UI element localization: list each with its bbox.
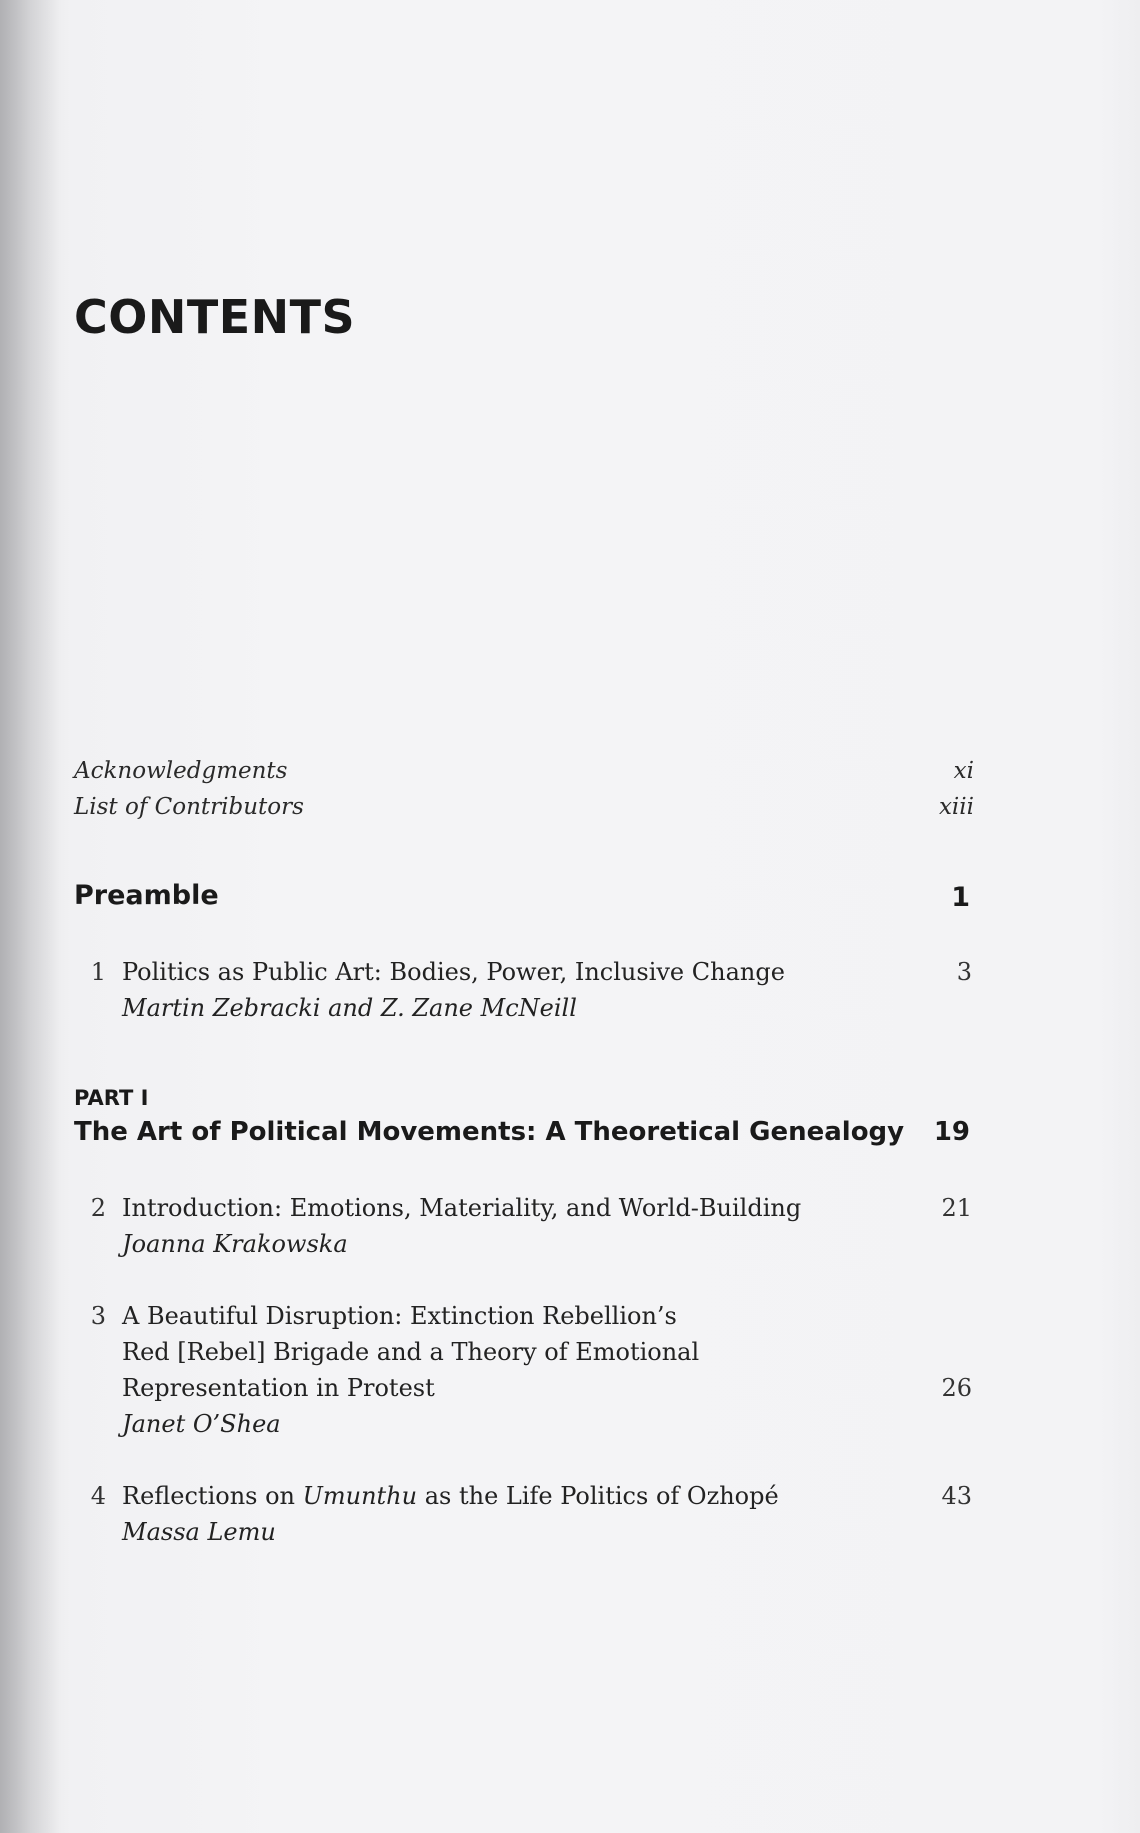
chapter-title-emphasis: Umunthu bbox=[302, 1482, 418, 1510]
chapter-page: 43 bbox=[941, 1482, 972, 1510]
toc-entry-acknowledgments[interactable]: Acknowledgments bbox=[74, 758, 288, 784]
chapter-page: 26 bbox=[941, 1374, 972, 1402]
chapter-title-part: as the Life Politics of Ozhopé bbox=[417, 1482, 779, 1510]
chapter-number: 1 bbox=[90, 958, 106, 986]
chapter-title[interactable] bbox=[122, 1482, 779, 1510]
part-label: PART I bbox=[74, 1086, 149, 1110]
chapter-number: 2 bbox=[90, 1194, 106, 1222]
toc-page-contributors: xiii bbox=[938, 794, 974, 820]
chapter-page: 3 bbox=[956, 958, 972, 986]
section-page-preamble: 1 bbox=[951, 882, 970, 913]
part-title[interactable]: The Art of Political Movements: A Theoretical Genealogy bbox=[74, 1117, 905, 1147]
section-title-preamble[interactable]: Preamble bbox=[74, 880, 219, 911]
chapter-title-line[interactable]: A Beautiful Disruption: Extinction Rebellion’s bbox=[122, 1302, 677, 1330]
page-title: CONTENTS bbox=[74, 290, 356, 344]
chapter-author: Martin Zebracki and Z. Zane McNeill bbox=[122, 994, 577, 1022]
page-gutter-shadow bbox=[0, 0, 60, 1833]
chapter-title-line[interactable]: Representation in Protest bbox=[122, 1374, 435, 1402]
chapter-author: Massa Lemu bbox=[122, 1518, 276, 1546]
chapter-title[interactable]: Politics as Public Art: Bodies, Power, Inclusive Change bbox=[122, 958, 785, 986]
chapter-author: Janet O’Shea bbox=[122, 1410, 281, 1438]
chapter-title[interactable]: Introduction: Emotions, Materiality, and World-Building bbox=[122, 1194, 802, 1222]
chapter-number: 4 bbox=[90, 1482, 106, 1510]
chapter-title-line[interactable]: Red [Rebel] Brigade and a Theory of Emotional bbox=[122, 1338, 700, 1366]
chapter-number: 3 bbox=[90, 1302, 106, 1330]
chapter-author: Joanna Krakowska bbox=[122, 1230, 348, 1258]
part-page: 19 bbox=[933, 1117, 970, 1147]
toc-page-acknowledgments: xi bbox=[953, 758, 974, 784]
toc-entry-contributors[interactable]: List of Contributors bbox=[74, 794, 304, 820]
chapter-page: 21 bbox=[941, 1194, 972, 1222]
chapter-title-part: Reflections on bbox=[122, 1482, 303, 1510]
